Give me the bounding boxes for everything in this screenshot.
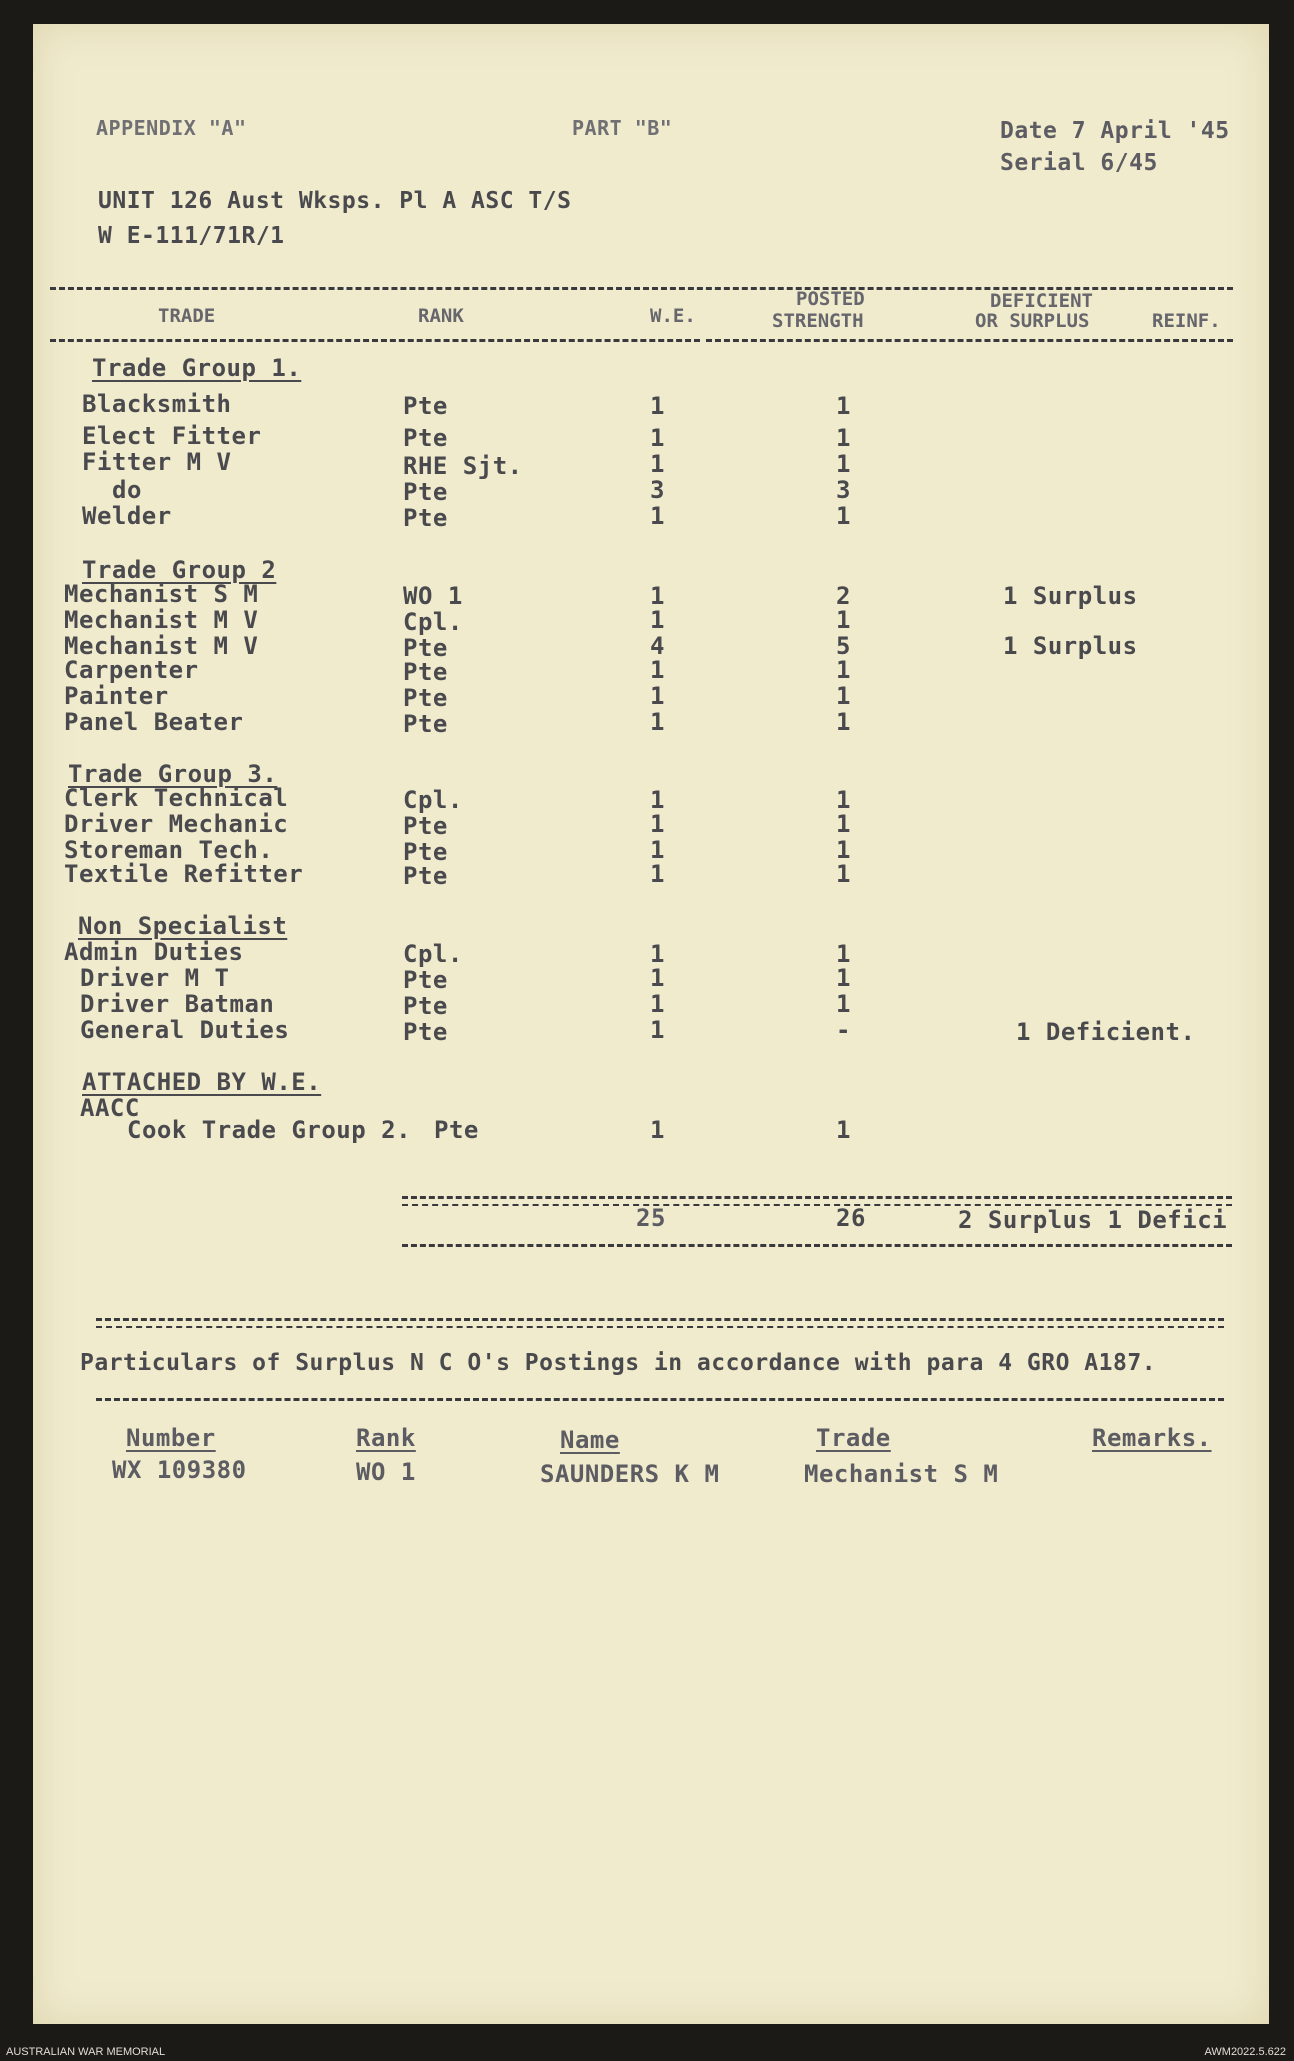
- row-trade: Admin Duties: [64, 938, 244, 966]
- row-we: 1: [650, 940, 665, 968]
- column-trade: TRADE: [158, 305, 216, 327]
- group-title: Non Specialist: [78, 912, 288, 940]
- row-trade: Painter: [64, 682, 169, 710]
- column-posted-2: STRENGTH: [772, 310, 864, 332]
- row-posted: 1: [836, 606, 851, 634]
- row-posted: 1: [836, 392, 851, 420]
- row-posted: -: [836, 1016, 851, 1044]
- total-note: 2 Surplus 1 Defici: [958, 1206, 1228, 1234]
- header-bottom-rule-left: [50, 339, 700, 342]
- row-rank: Pte: [403, 478, 448, 506]
- appendix-label: APPENDIX "A": [96, 116, 247, 140]
- row-posted: 2: [836, 582, 851, 610]
- column-rank: RANK: [418, 305, 464, 327]
- particulars-top-rule: [96, 1318, 1224, 1321]
- row-rank: Cpl.: [403, 608, 463, 636]
- row-we: 1: [650, 502, 665, 530]
- attached-we: 1: [650, 1116, 665, 1144]
- row-trade: Driver Mechanic: [64, 810, 289, 838]
- footer-right: AWM2022.5.622: [1204, 2046, 1286, 2058]
- footer-left: AUSTRALIAN WAR MEMORIAL: [6, 2046, 166, 2058]
- surplus-number: WX 109380: [112, 1456, 247, 1484]
- row-we: 1: [650, 836, 665, 864]
- row-we: 1: [650, 424, 665, 452]
- row-posted: 1: [836, 450, 851, 478]
- row-we: 1: [650, 1016, 665, 1044]
- row-trade: Textile Refitter: [64, 860, 304, 888]
- attached-rank: Pte: [434, 1116, 479, 1144]
- surplus-header-rank: Rank: [356, 1424, 416, 1452]
- surplus-trade: Mechanist S M: [804, 1460, 999, 1488]
- attached-sub: AACC: [80, 1094, 140, 1122]
- particulars-text: Particulars of Surplus N C O's Postings in accordance with para 4 GRO A187.: [80, 1350, 1157, 1376]
- particulars-bottom-rule: [96, 1398, 1224, 1401]
- row-rank: Pte: [403, 504, 448, 532]
- row-posted: 1: [836, 656, 851, 684]
- column-we: W.E.: [650, 305, 696, 327]
- row-trade: Driver M T: [80, 964, 230, 992]
- row-we: 1: [650, 810, 665, 838]
- row-trade: do: [112, 476, 142, 504]
- row-rank: Pte: [403, 684, 448, 712]
- header-bottom-rule-right: [706, 339, 1233, 342]
- column-reinf: REINF.: [1152, 310, 1221, 332]
- row-rank: Pte: [403, 710, 448, 738]
- group-title: Trade Group 1.: [92, 354, 302, 382]
- group-title: Trade Group 2: [82, 556, 277, 584]
- group-title: Trade Group 3.: [68, 760, 278, 788]
- row-trade: Fitter M V: [82, 448, 232, 476]
- row-posted: 1: [836, 990, 851, 1018]
- totals-top-rule: [402, 1196, 1232, 1199]
- row-rank: Pte: [403, 658, 448, 686]
- row-posted: 1: [836, 940, 851, 968]
- row-trade: Elect Fitter: [82, 422, 262, 450]
- column-deficient-2: OR SURPLUS: [975, 310, 1090, 332]
- row-we: 1: [650, 450, 665, 478]
- row-we: 1: [650, 786, 665, 814]
- part-label: PART "B": [572, 116, 673, 140]
- row-rank: Pte: [403, 966, 448, 994]
- attached-posted: 1: [836, 1116, 851, 1144]
- row-we: 1: [650, 964, 665, 992]
- row-rank: Pte: [403, 838, 448, 866]
- row-we: 1: [650, 682, 665, 710]
- row-posted: 1: [836, 836, 851, 864]
- row-trade: Mechanist M V: [64, 632, 259, 660]
- row-trade: Mechanist M V: [64, 606, 259, 634]
- wb-reference: W E-111/71R/1: [98, 223, 285, 249]
- row-posted: 3: [836, 476, 851, 504]
- row-we: 1: [650, 860, 665, 888]
- row-rank: Pte: [403, 1018, 448, 1046]
- row-posted: 1: [836, 682, 851, 710]
- surplus-rank: WO 1: [356, 1458, 416, 1486]
- surplus-header-number: Number: [126, 1424, 216, 1452]
- column-posted-1: POSTED: [796, 288, 865, 310]
- row-rank: WO 1: [403, 582, 463, 610]
- totals-bottom-rule: [402, 1244, 1232, 1247]
- row-note: 1 Surplus: [1003, 632, 1138, 660]
- row-rank: Pte: [403, 634, 448, 662]
- row-we: 3: [650, 476, 665, 504]
- total-posted: 26: [836, 1204, 866, 1232]
- row-posted: 1: [836, 964, 851, 992]
- row-note: 1 Surplus: [1003, 582, 1138, 610]
- row-trade: Mechanist S M: [64, 580, 259, 608]
- row-posted: 1: [836, 786, 851, 814]
- row-trade: Carpenter: [64, 656, 199, 684]
- particulars-top-rule-2: [96, 1326, 1224, 1328]
- row-rank: Cpl.: [403, 940, 463, 968]
- row-note: 1 Deficient.: [1016, 1018, 1196, 1046]
- row-we: 1: [650, 656, 665, 684]
- attached-trade: Cook Trade Group 2.: [127, 1116, 412, 1144]
- row-posted: 1: [836, 502, 851, 530]
- serial: Serial 6/45: [1000, 150, 1158, 176]
- row-trade: General Duties: [80, 1016, 290, 1044]
- attached-title: ATTACHED BY W.E.: [82, 1068, 322, 1096]
- column-deficient-1: DEFICIENT: [990, 290, 1093, 312]
- row-rank: RHE Sjt.: [403, 452, 523, 480]
- row-rank: Pte: [403, 812, 448, 840]
- date: Date 7 April '45: [1000, 118, 1230, 144]
- row-trade: Clerk Technical: [64, 784, 289, 812]
- row-we: 4: [650, 632, 665, 660]
- row-posted: 1: [836, 424, 851, 452]
- row-trade: Welder: [82, 502, 172, 530]
- surplus-header-trade: Trade: [816, 1424, 891, 1452]
- surplus-header-name: Name: [560, 1426, 620, 1454]
- row-posted: 5: [836, 632, 851, 660]
- surplus-name: SAUNDERS K M: [540, 1460, 720, 1488]
- row-trade: Driver Batman: [80, 990, 275, 1018]
- row-we: 1: [650, 708, 665, 736]
- row-rank: Cpl.: [403, 786, 463, 814]
- row-rank: Pte: [403, 392, 448, 420]
- row-trade: Blacksmith: [82, 390, 232, 418]
- row-trade: Panel Beater: [64, 708, 244, 736]
- row-we: 1: [650, 990, 665, 1018]
- row-trade: Storeman Tech.: [64, 836, 274, 864]
- row-we: 1: [650, 392, 665, 420]
- row-posted: 1: [836, 708, 851, 736]
- row-posted: 1: [836, 860, 851, 888]
- row-we: 1: [650, 606, 665, 634]
- row-rank: Pte: [403, 424, 448, 452]
- row-rank: Pte: [403, 992, 448, 1020]
- surplus-header-remarks: Remarks.: [1092, 1424, 1212, 1452]
- row-posted: 1: [836, 810, 851, 838]
- row-rank: Pte: [403, 862, 448, 890]
- unit-title: UNIT 126 Aust Wksps. Pl A ASC T/S: [98, 188, 572, 214]
- total-we: 25: [636, 1204, 666, 1232]
- row-we: 1: [650, 582, 665, 610]
